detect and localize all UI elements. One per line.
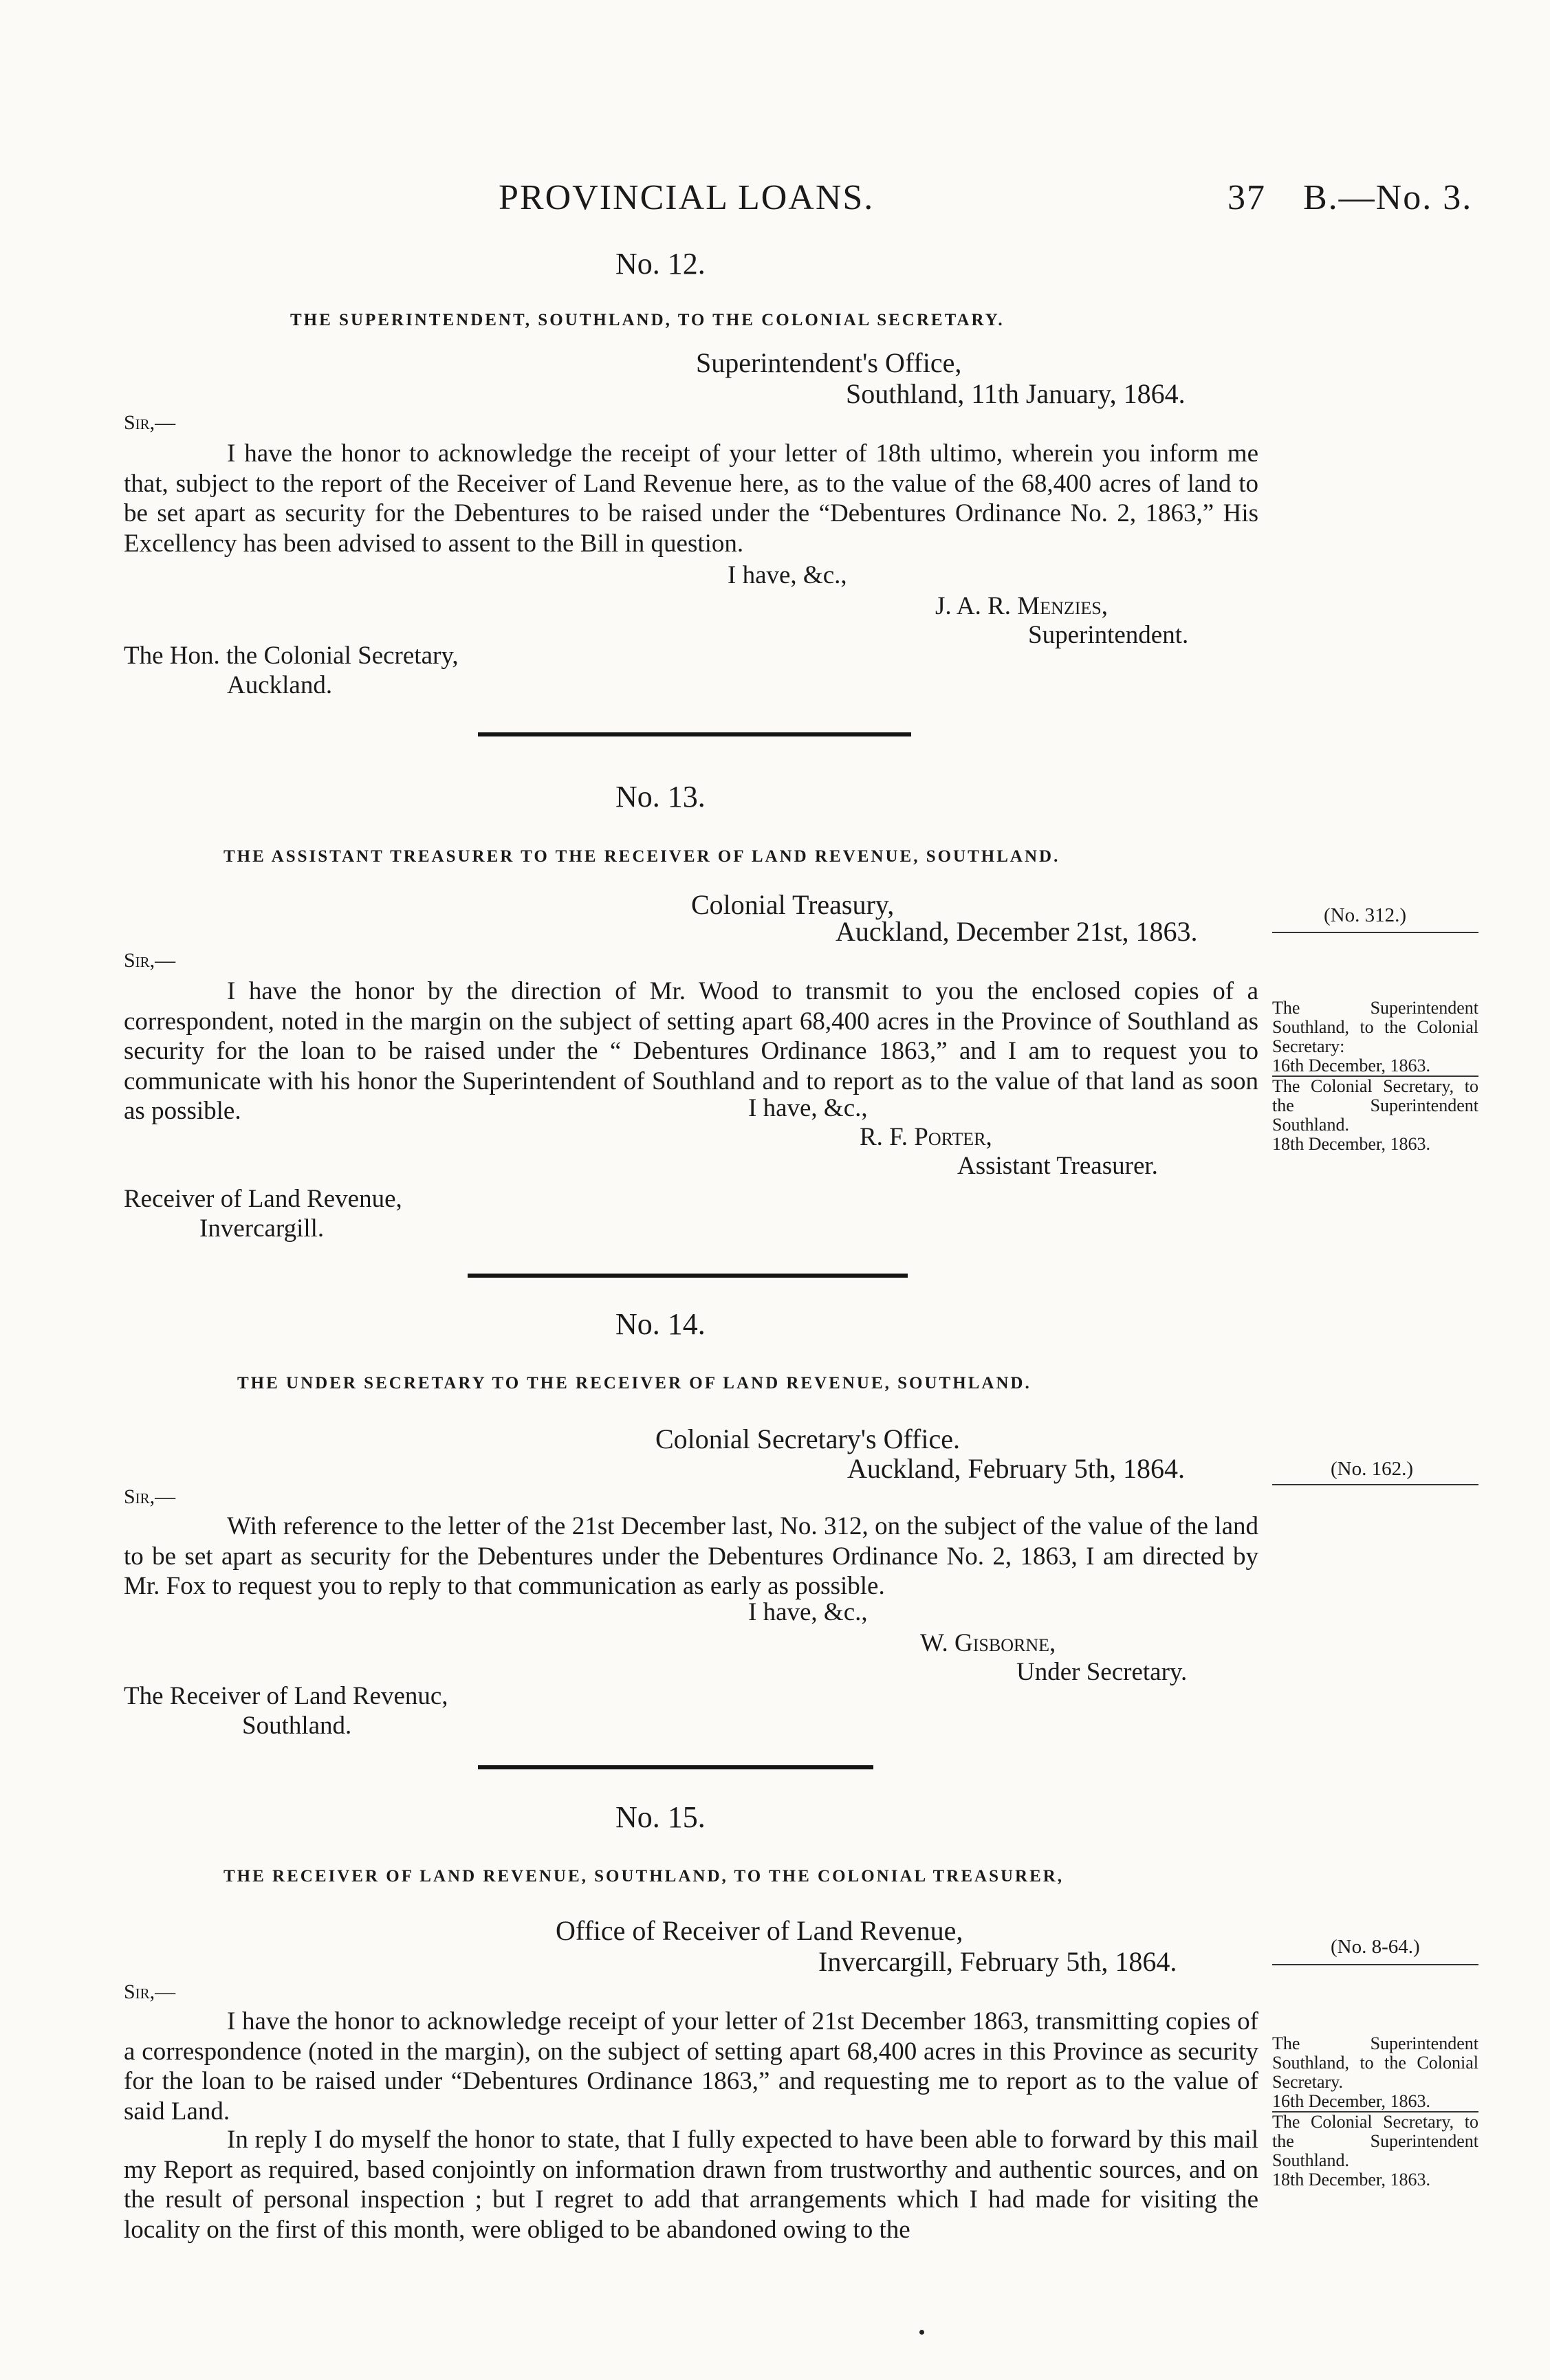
closing: I have, &c., — [748, 1598, 868, 1626]
letter-number: No. 14. — [615, 1307, 706, 1341]
ink-mark — [919, 2330, 924, 2335]
letter-body-paragraph: I have the honor to acknowledge the receipt of your letter of 18th ultimo, wherein you inform me that, subject to the report of the Receiver of Land Revenue here, as to the value of the 68,400 acres of land to be set apart as security for the Debentures to be raised under the “Debentures Ordinance No. 2, 1863,” His Excellency has been advised to assent to the Bill in question. — [124, 439, 1258, 558]
margin-note-text: The Colonial Secretary, to the Superintendent Southland. — [1272, 2112, 1478, 2170]
margin-note-date: 16th December, 1863. — [1272, 2092, 1478, 2112]
reference-rule — [1272, 932, 1478, 933]
page-number: 37 — [1227, 178, 1266, 217]
salutation: Sir,— — [124, 411, 176, 434]
place-date: Southland, 11th January, 1864. — [846, 378, 1186, 409]
addressee: Receiver of Land Revenue, — [124, 1185, 402, 1213]
closing: I have, &c., — [728, 561, 847, 589]
letter-body-paragraph: In reply I do myself the honor to state, that I fully expected to have been able to forward by this mail my Report as required, based conjointly on information drawn from trustworthy and authentic sources, and on the result of personal inspection ; but I regret to add that arrangements which I had made for visiting the locality on the first of this month, were obliged to be abandoned owing to the — [124, 2126, 1258, 2244]
signatory: R. F. Porter, — [860, 1123, 992, 1151]
signatory-title: Under Secretary. — [1016, 1658, 1188, 1686]
letter-number: No. 12. — [615, 247, 706, 281]
place-date: Invercargill, February 5th, 1864. — [818, 1946, 1177, 1977]
salutation: Sir,— — [124, 949, 176, 972]
letter-heading: THE ASSISTANT TREASURER TO THE RECEIVER OF LAND REVENUE, SOUTHLAND. — [223, 847, 1060, 866]
margin-note-date: 18th December, 1863. — [1272, 1134, 1431, 1154]
addressee-location: Invercargill. — [199, 1214, 325, 1243]
section-divider — [478, 732, 911, 736]
reference-number: (No. 162.) — [1331, 1458, 1414, 1480]
margin-note-text: The Superintendent Southland, to the Colonial Secretary. — [1272, 2033, 1478, 2092]
place-date: Auckland, December 21st, 1863. — [836, 916, 1198, 947]
signatory-title: Superintendent. — [1028, 621, 1189, 649]
addressee-location: Southland. — [242, 1712, 352, 1740]
section-divider — [468, 1274, 908, 1278]
reference-number: (No. 312.) — [1324, 904, 1407, 926]
sender-office: Superintendent's Office, — [696, 347, 962, 378]
reference-rule — [1272, 1964, 1478, 1965]
reference-rule — [1272, 1484, 1478, 1485]
margin-note — [1272, 2034, 1478, 2190]
section-divider — [478, 1765, 873, 1769]
reference-number: (No. 8-64.) — [1331, 1936, 1420, 1958]
signatory: W. Gisborne, — [920, 1629, 1056, 1657]
letter-number: No. 15. — [615, 1800, 706, 1834]
paper-reference: B.—No. 3. — [1303, 178, 1473, 217]
margin-note — [1272, 998, 1478, 1154]
letter-heading: THE SUPERINTENDENT, SOUTHLAND, TO THE COLONIAL SECRETARY. — [290, 311, 1005, 329]
letter-heading: THE UNDER SECRETARY TO THE RECEIVER OF LAND REVENUE, SOUTHLAND. — [237, 1374, 1031, 1393]
sender-office: Colonial Secretary's Office. — [655, 1423, 960, 1454]
salutation: Sir,— — [124, 1980, 176, 2003]
signatory-title: Assistant Treasurer. — [957, 1152, 1158, 1180]
addressee: The Hon. the Colonial Secretary, — [124, 642, 459, 670]
margin-note-date: 16th December, 1863. — [1272, 1056, 1478, 1077]
sender-office: Office of Receiver of Land Revenue, — [556, 1915, 963, 1946]
addressee-location: Auckland. — [227, 671, 333, 699]
closing: I have, &c., — [748, 1094, 868, 1122]
letter-heading: THE RECEIVER OF LAND REVENUE, SOUTHLAND, TO THE COLONIAL TREASURER, — [223, 1867, 1065, 1886]
addressee: The Receiver of Land Revenuc, — [124, 1682, 448, 1710]
letter-body-paragraph: With reference to the letter of the 21st December last, No. 312, on the subject of the value of the land to be set apart as security for the Debentures under the Debentures Ordinance No. 2, 1863, I am directed by Mr. Fox to request you to reply to that communication as early as possible. — [124, 1512, 1258, 1600]
letter-body-paragraph: I have the honor by the direction of Mr. Wood to transmit to you the enclosed copies of a correspondent, noted in the margin on the subject of setting apart 68,400 acres in the Province of Southland as security for the loan to be raised under the “ Debentures Ordinance 1863,” and I am to request you to communicate with his honor the Superintendent of Southland and to report as to the value of that land as soon as possible. — [124, 977, 1258, 1125]
letter-body-paragraph: I have the honor to acknowledge receipt of your letter of 21st December 1863, transmitting copies of a correspondence (noted in the margin), on the subject of setting apart 68,400 acres in this Province as security for the loan to be raised under “Debentures Ordinance 1863,” and requesting me to report as to the value of said Land. — [124, 2007, 1258, 2126]
place-date: Auckland, February 5th, 1864. — [847, 1453, 1186, 1484]
salutation: Sir,— — [124, 1485, 176, 1508]
letter-number: No. 13. — [615, 780, 706, 814]
margin-note-text: The Superintendent Southland, to the Colonial Secretary: — [1272, 998, 1478, 1056]
margin-note-text: The Colonial Secretary, to the Superintendent Southland. — [1272, 1076, 1478, 1135]
signatory: J. A. R. Menzies, — [935, 592, 1108, 620]
page-title: PROVINCIAL LOANS. — [499, 178, 875, 217]
margin-note-date: 18th December, 1863. — [1272, 2170, 1431, 2190]
sender-office: Colonial Treasury, — [691, 889, 895, 920]
